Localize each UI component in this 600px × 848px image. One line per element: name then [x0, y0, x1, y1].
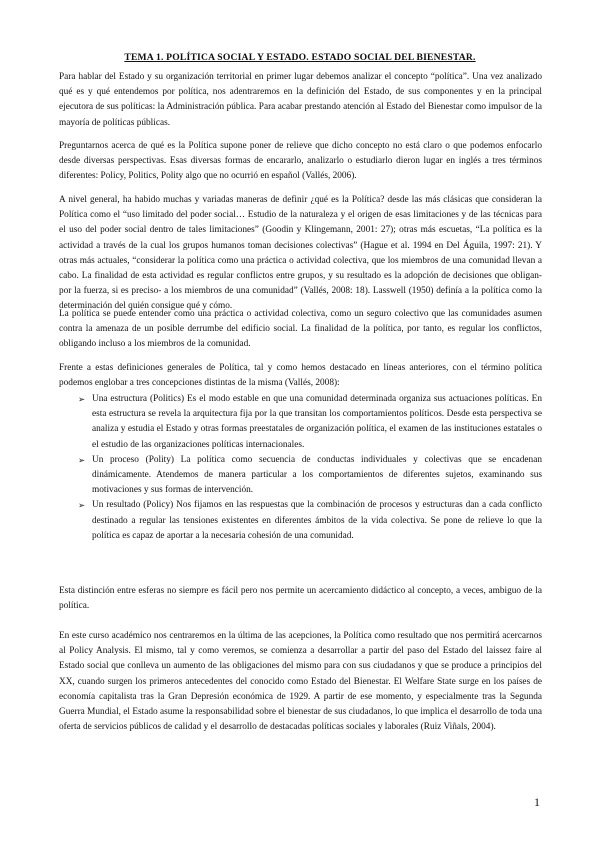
list-item-text: Una estructura (Politics) Es el modo estable en que una comunidad determinada organiza sus actuaciones políticas. En esta estructura se revela la arquitectura fija por la que transitan los comportamientos políticos. Desde esta perspectiva se analiza y estudia el Estado y otras formas preestatales de organización política, el examen de las instituciones estatales o el estudio de las organizaciones políticas internacionales.	[92, 394, 542, 450]
list-item	[59, 453, 542, 499]
paragraph-intro: Para hablar del Estado y su organización territorial en primer lugar debemos analizar el concepto “política”. Una vez analizado qué es y qué entendemos por política, nos adentraremos en la definición del Estado, de sus componentes y en la principal ejecutora de sus políticas: la Administración pública. Para acabar prestando atención al Estado del Bienestar como impulsor de la mayoría de políticas públicas.	[59, 72, 542, 128]
paragraph-three-conceptions: Frente a estas definiciones generales de Política, tal y como hemos destacado en líneas anteriores, con el término política podemos englobar a tres concepciones distintas de la misma (Vallés, 2008):	[59, 363, 542, 389]
list-item-text: Un proceso (Polity) La política como secuencia de conductas individuales y colectivas que se encadenan dinámicamente. Atendemos de manera particular a los comportamientos de diferentes sujetos, examinando sus motivaciones y sus formas de intervención.	[92, 454, 542, 496]
paragraph-collective-practice: La política se puede entender como una práctica o actividad colectiva, como un seguro colectivo que las comunidades asumen contra la amenaza de un posible derrumbe del edificio social. La finalidad de la política, por tanto, es regular los conflictos, obligando incluso a los miembros de la comunidad.	[59, 309, 542, 350]
arrow-bullet-icon: ➢	[78, 454, 86, 465]
paragraph-course-focus: En este curso académico nos centraremos en la última de las acepciones, la Política como resultado que nos permitirá acercarnos al Policy Analysis. El mismo, tal y como veremos, se comienza a desarrollar a partir del paso del Estado del laissez faire al Estado social que conlleva un aumento de las obligaciones del mismo para con sus ciudadanos y que se produce a principios del XX, cuando surgen los primeros antecedentes del conocido como Estado del Bienestar. El Welfare State surge en los países de economía capitalista tras la Gran Depresión económica de 1929. A partir de ese momento, y especialmente tras la Segunda Guerra Mundial, el Estado asume la responsabilidad sobre el bienestar de sus ciudadanos, lo que implica el desarrollo de toda una oferta de servicios públicos de calidad y el desarrollo de destacadas políticas sociales y laborales (Ruiz Viñals, 2004).	[59, 631, 542, 733]
page-number: 1	[534, 795, 540, 809]
page-title: TEMA 1. POLÍTICA SOCIAL Y ESTADO. ESTADO SOCIAL DEL BIENESTAR.	[124, 52, 476, 63]
list-item	[59, 392, 542, 453]
list-item-text: Un resultado (Policy) Nos fijamos en las respuestas que la combinación de procesos y estructuras dan a cada conflicto destinado a regular las tensiones existentes en diferentes ámbitos de la vida colectiva. Se pone de relieve lo que la política es capaz de aportar a la necesaria cohesión de una comunidad.	[92, 500, 542, 541]
list-item	[59, 498, 542, 544]
conceptions-list	[59, 392, 542, 544]
arrow-bullet-icon: ➢	[78, 394, 86, 404]
paragraph-distinction: Esta distinción entre esferas no siempre es fácil pero nos permite un acercamiento didáctico al concepto, a veces, ambiguo de la política.	[59, 586, 542, 612]
paragraph-perspectives: Preguntarnos acerca de qué es la Política supone poner de relieve que dicho concepto no está claro o que podemos enfocarlo desde diversas perspectivas. Esas diversas formas de encararlo, analizarlo o estudiarlo dieron lugar en inglés a tres términos diferentes: Policy, Politics, Polity algo que no ocurrió en español (Vallés, 2006).	[59, 141, 542, 182]
paragraph-definitions: A nivel general, ha habido muchas y variadas maneras de definir ¿qué es la Política? desde las más clásicas que consideran la Política como el “uso limitado del poder social… Estudio de la naturaleza y el origen de esas limitaciones y de las técnicas para el uso del poder social dentro de tales limitaciones” (Goodin y Klingemann, 2001: 27); otras más escuetas, “La política es la actividad a través de la cual los grupos humanos toman decisiones colectivas” (Hague et al. 1994 en Del Águila, 1997: 21). Y otras más actuales, “considerar la política como una práctica o actividad colectiva, que los miembros de una comunidad llevan a cabo. La finalidad de esta actividad es regular conflictos entre grupos, y su resultado es la adopción de decisiones que obligan-por la fuerza, si es preciso- a los miembros de una comunidad” (Vallés, 2008: 18). Lasswell (1950) definía a la política como la determinación del quién consigue qué y cómo.	[59, 195, 542, 312]
arrow-bullet-icon: ➢	[78, 500, 86, 511]
